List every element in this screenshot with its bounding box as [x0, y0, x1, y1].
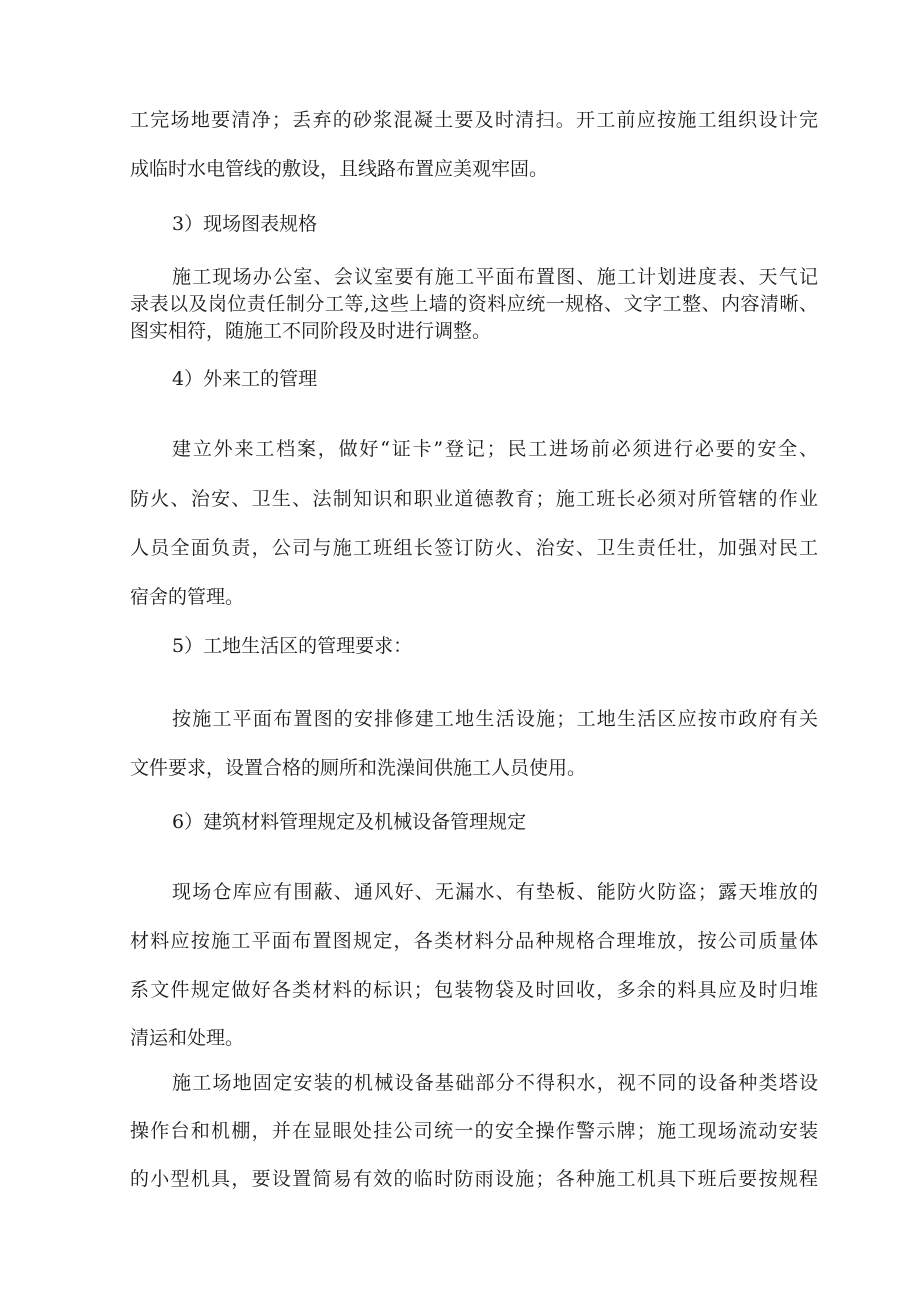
paragraph-line: 人员全面负责，公司与施工班组长签订防火、治安、卫生责任壮，加强对民工	[130, 537, 818, 559]
paragraph-line: 施工现场办公室、会议室要有施工平面布置图、施工计划进度表、天气记	[172, 266, 818, 288]
paragraph-line: 清运和处理。	[130, 1027, 245, 1049]
paragraph-line: 图实相符，随施工不同阶段及时进行调整。	[130, 320, 492, 342]
paragraph-line: 录表以及岗位责任制分工等,这些上墙的资料应统一规格、文字工整、内容清晰、	[130, 293, 818, 315]
paragraph-line: 成临时水电管线的敷设，且线路布置应美观牢固。	[130, 158, 549, 180]
paragraph-line: 文件要求，设置合格的厕所和洗澡间供施工人员使用。	[130, 757, 587, 779]
section-heading: 3）现场图表规格	[172, 213, 318, 235]
paragraph-line: 系文件规定做好各类材料的标识；包装物袋及时回收，多余的料具应及时归堆	[130, 979, 818, 1001]
paragraph-line: 防火、治安、卫生、法制知识和职业道德教育；施工班长必须对所管辖的作业	[130, 488, 818, 510]
paragraph-line: 工完场地要清净；丢弃的砂浆混凝土要及时清扫。开工前应按施工组织设计完	[130, 109, 818, 131]
section-heading: 5）工地生活区的管理要求：	[172, 635, 413, 657]
section-heading: 4）外来工的管理	[172, 368, 318, 390]
paragraph-line: 按施工平面布置图的安排修建工地生活设施；工地生活区应按市政府有关	[172, 708, 818, 730]
paragraph-line: 宿舍的管理。	[130, 586, 245, 608]
paragraph-line: 建立外来工档案，做好“证卡”登记；民工进场前必须进行必要的安全、	[172, 438, 818, 460]
section-heading: 6）建筑材料管理规定及机械设备管理规定	[172, 811, 527, 833]
paragraph-line: 的小型机具，要设置简易有效的临时防雨设施；各种施工机具下班后要按规程	[130, 1168, 818, 1190]
paragraph-line: 现场仓库应有围蔽、通风好、无漏水、有垫板、能防火防盗；露天堆放的	[172, 881, 818, 903]
paragraph-line: 材料应按施工平面布置图规定，各类材料分品种规格合理堆放，按公司质量体	[130, 930, 818, 952]
paragraph-line: 操作台和机棚，并在显眼处挂公司统一的安全操作警示牌；施工现场流动安装	[130, 1120, 818, 1142]
paragraph-line: 施工场地固定安装的机械设备基础部分不得积水，视不同的设备种类塔设	[172, 1072, 818, 1094]
